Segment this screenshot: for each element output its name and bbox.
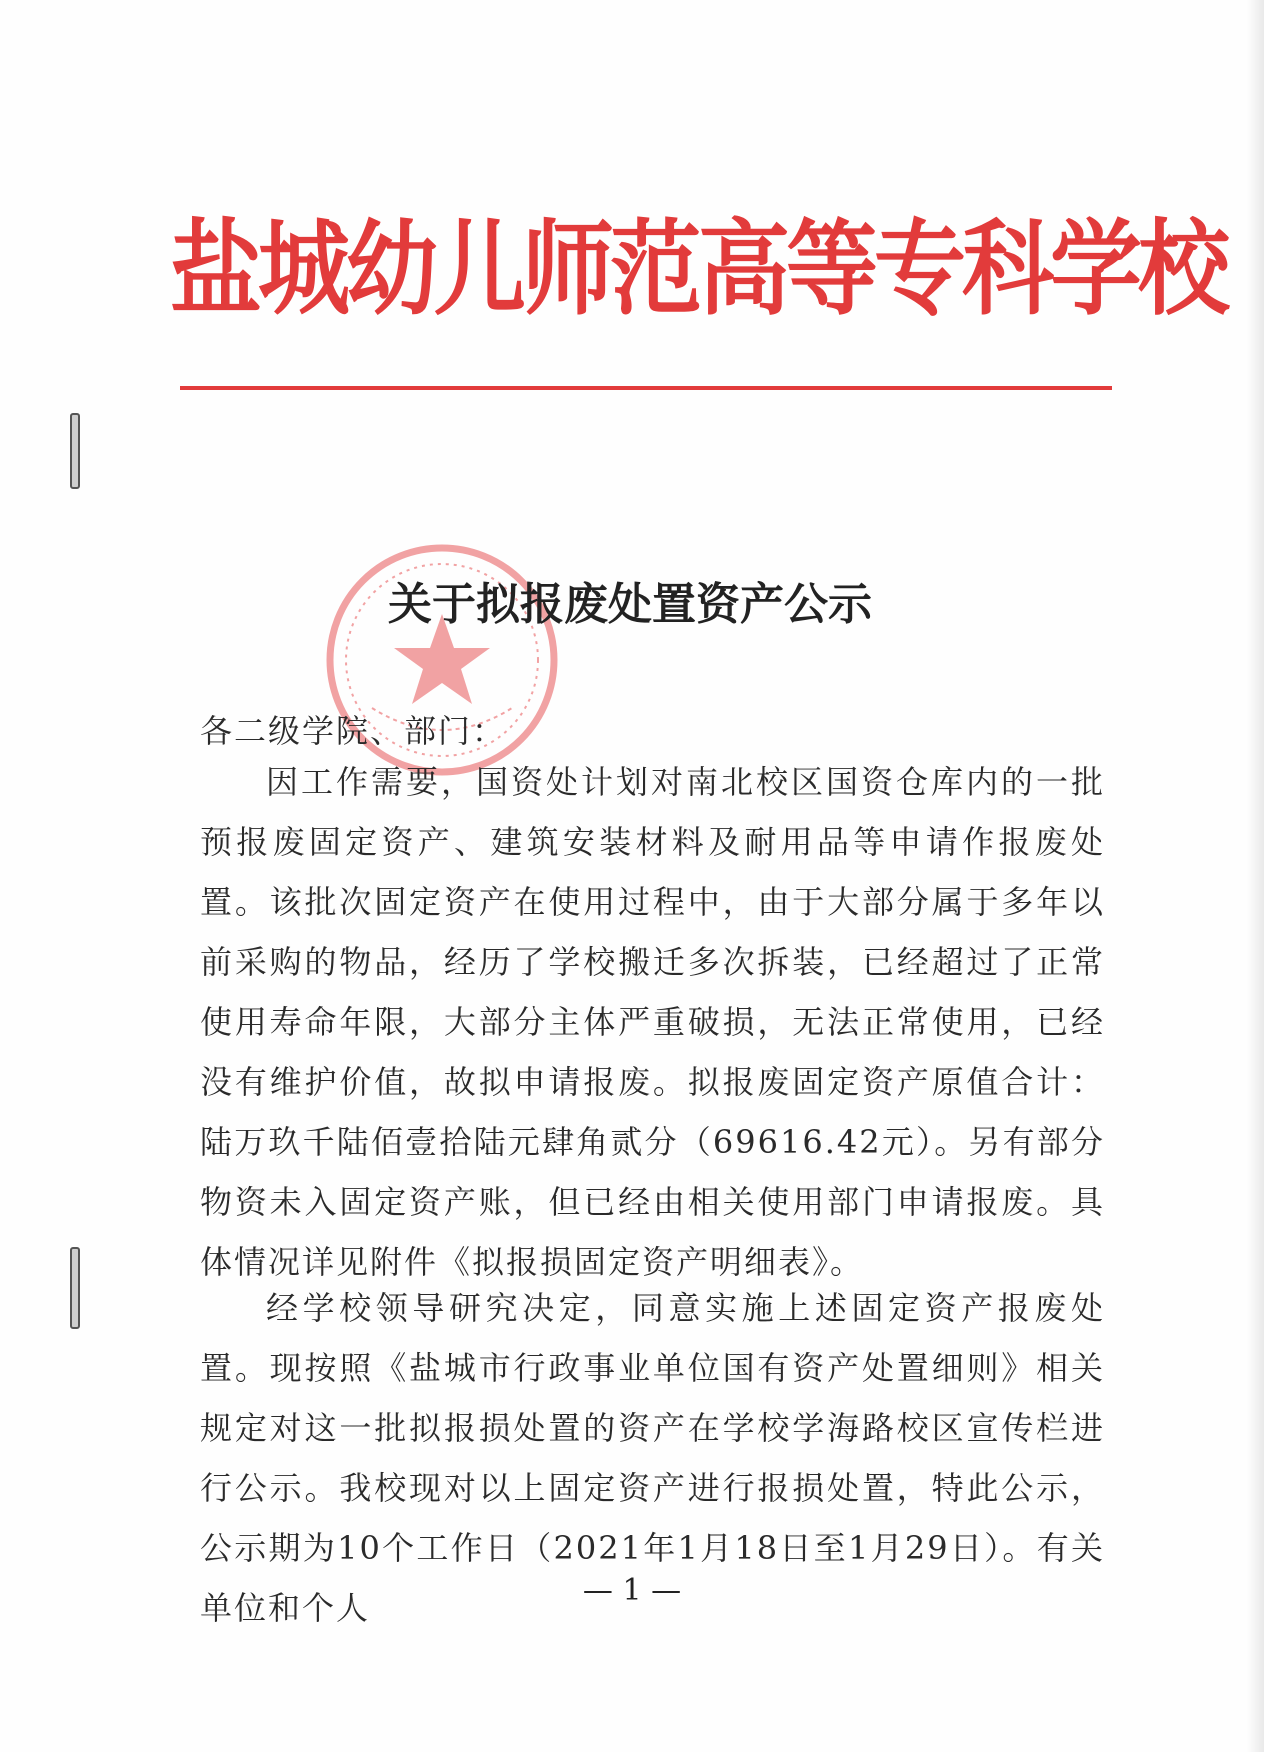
body-paragraph-1: 因工作需要，国资处计划对南北校区国资仓库内的一批预报废固定资产、建筑安装材料及耐用品等申请作报废处置。该批次固定资产在使用过程中，由于大部分属于多年以前采购的物品，经历了学校搬迁多次拆装，已经超过了正常使用寿命年限，大部分主体严重破损，无法正常使用，已经没有维护价值，故拟申请报废。拟报废固定资产原值合计：陆万玖千陆佰壹拾陆元肆角贰分（69616.42元）。另有部分物资未入固定资产账，但已经由相关使用部门申请报废。具体情况详见附件《拟报损固定资产明细表》。 <box>200 763 1105 1281</box>
staple-mark-bottom <box>70 1247 80 1329</box>
salutation-line: 各二级学院、部门： <box>200 712 507 750</box>
body-paragraph-2: 经学校领导研究决定，同意实施上述固定资产报废处置。现按照《盐城市行政事业单位国有资产处置细则》相关规定对这一批拟报损处置的资产在学校学海路校区宣传栏进行公示。我校现对以上固定资产进行报损处置，特此公示，公示期为10个工作日（2021年1月18日至1月29日）。有关单位和个人 <box>200 1289 1105 1627</box>
institution-masthead: 盐城幼儿师范高等专科学校 <box>170 209 1227 330</box>
masthead-red-rule <box>180 386 1112 390</box>
document-title: 关于拟报废处置资产公示 <box>388 579 872 630</box>
staple-mark-top <box>70 413 80 489</box>
page-number: — 1 — <box>582 1573 682 1608</box>
page-edge-shadow <box>1246 0 1264 1752</box>
